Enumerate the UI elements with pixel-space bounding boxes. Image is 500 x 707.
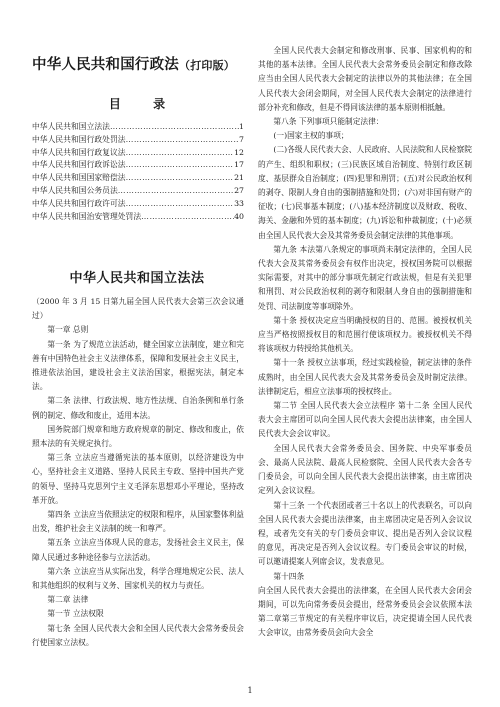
toc-entry-page: 33 (234, 198, 244, 208)
body-paragraph: 第六条 立法应当从实际出发，科学合理地规定公民、法人和其他组织的权利与义务、国家机关的权力与责任。 (32, 566, 244, 591)
toc-entry-title: 中华人民共和国国家赔偿法 (32, 173, 126, 183)
toc-heading: 目 录 (108, 97, 180, 111)
toc-entry-page: 12 (234, 147, 244, 157)
toc-entry[interactable] (32, 211, 244, 224)
body-paragraph: 第一节 立法权限 (47, 609, 104, 619)
toc-entry-page: 7 (239, 134, 244, 144)
document-title (32, 53, 242, 74)
body-paragraph: 第一条 为了规范立法活动，健全国家立法制度，建立和完善有中国特色社会主义法律体系，保障和发展社会主义民主，推进依法治国，建设社会主义法治国家，根据宪法，制定本法。 (32, 339, 244, 392)
toc-entry-page: 40 (234, 211, 244, 221)
toc-entry-page: 17 (234, 160, 244, 170)
toc-entry[interactable] (32, 134, 244, 147)
toc-leader-dots (126, 147, 235, 160)
toc-entry[interactable] (32, 159, 244, 172)
body-paragraph: 第二章 法律 (47, 595, 89, 605)
body-paragraph: 第三条 立法应当遵循宪法的基本原则，以经济建设为中心，坚持社会主义道路、坚持人民民主专政、坚持中国共产党的领导、坚持马克思列宁主义毛泽东思想邓小平理论，坚持改革开放。 (32, 453, 244, 505)
body-paragraph: 向全国人民代表大会提出的法律案，在全国人民代表大会闭会期间，可以先向常务委员会提出，经常务委员会会议依照本法第二章第三节规定的有关程序审议后，决定提请全国人民代表大会审议，由常务委员会向大会全 (258, 585, 472, 638)
body-paragraph: 第二条 法律、行政法规、地方性法规、自治条例和单行条例的制定、修改和废止，适用本法。 (32, 396, 244, 420)
toc-entry-title: 中华人民共和国立法法 (32, 122, 110, 131)
body-paragraph: 第十一条 授权立法事项，经过实践检验，制定法律的条件成熟时，由全国人民代表大会及其常务委员会及时制定法律。法律制定后，相应立法事项的授权终止。 (258, 358, 472, 396)
body-paragraph: 全国人民代表大会制定和修改刑事、民事、国家机构的和其他的基本法律。全国人民代表大会常务委员会制定和修改除应当由全国人民代表大会制定的法律以外的其他法律；在全国人民代表大会闭会期间，对全国人民代表大会制定的法律进行部分补充和修改，但是不得同该法律的基本原则相抵触。 (258, 46, 472, 112)
toc-entry-title: 中华人民共和国治安管理处罚法 (32, 211, 142, 221)
toc-leader-dots (126, 172, 235, 185)
section-title: 中华人民共和国立法法 (69, 271, 205, 286)
toc-entry[interactable] (32, 198, 244, 211)
toc-leader-dots (118, 185, 234, 198)
body-paragraph: 第十四条 (273, 571, 305, 581)
toc-leader-dots (110, 121, 239, 134)
right-column-body (258, 44, 472, 641)
page-number: 1 (247, 686, 253, 695)
toc-entry-title: 中华人民共和国行政许可法 (32, 198, 126, 208)
toc-leader-dots (126, 198, 235, 211)
left-column-body (32, 295, 244, 650)
body-paragraph: 第五条 立法应当体现人民的意志，发扬社会主义民主，保障人民通过多种途径参与立法活动。 (32, 538, 244, 562)
toc-leader-dots (141, 211, 234, 224)
body-paragraph: 国务院部门规章和地方政府规章的制定、修改和废止，依照本法的有关规定执行。 (32, 424, 244, 449)
body-paragraph: 第四条 立法应当依照法定的权限和程序，从国家整体利益出发，维护社会主义法制的统一和尊严。 (32, 510, 244, 534)
body-paragraph: 第一章 总则 (47, 325, 89, 335)
body-paragraph: 第七条 全国人民代表大会和全国人民代表大会常务委员会行使国家立法权。 (32, 623, 244, 647)
toc-entry-title: 中华人民共和国行政诉讼法 (32, 160, 126, 170)
body-paragraph: 第二节 全国人民代表大会立法程序 第十二条 全国人民代表大会主席团可以向全国人民代表大会提出法律案，由全国人民代表大会会议审议。 (258, 401, 472, 439)
body-paragraph: 第十条 授权决定应当明确授权的目的、范围。被授权机关应当严格按照授权目的和范围行使该项权力。被授权机关不得将该项权力转授给其他机关。 (258, 315, 472, 354)
toc-entry-title: 中华人民共和国行政处罚法 (32, 134, 126, 144)
toc-entry[interactable] (32, 147, 244, 160)
table-of-contents (32, 121, 244, 223)
document-title-text: 中华人民共和国行政法 (32, 57, 179, 73)
body-paragraph: (一)国家主权的事项； (273, 131, 349, 141)
toc-leader-dots (126, 134, 239, 147)
toc-entry-title: 中华人民共和国行政复议法 (32, 147, 126, 157)
body-paragraph: 第十三条 一个代表团或者三十名以上的代表联名，可以向全国人民代表大会提出法律案，由主席团决定是否列入会议议程，或者先交有关的专门委员会审议、提出是否列入会议议程的意见，再决定是否列入会议议程。专门委员会审议的时候，可以邀请提案人列席会议，发表意见。 (258, 500, 472, 567)
toc-entry[interactable] (32, 172, 244, 185)
body-paragraph: 全国人民代表大会常务委员会、国务院、中央军事委员会、最高人民法院、最高人民检察院、全国人民代表大会各专门委员会，可以向全国人民代表大会提出法律案，由主席团决定列入会议议程。 (258, 443, 472, 496)
body-paragraph: (二)各级人民代表大会、人民政府、人民法院和人民检察院的产生、组织和职权；(三)民族区域自治制度、特别行政区制度、基层群众自治制度；(四)犯罪和刑罚；(五)对公民政治权利的剥夺、限制人身自由的强制措施和处罚；(六)对非国有财产的征收；(七)民事基本制度；(八)基本经济制度以及财政、税收、海关、金融和外贸的基本制度；(九)诉讼和仲裁制度；(十)必须由全国人民代表大会及其常务委员会制定法律的其他事项。 (258, 145, 472, 240)
document-title-suffix: （打印版） (179, 59, 235, 72)
toc-leader-dots (126, 159, 235, 172)
toc-entry[interactable] (32, 121, 244, 134)
body-paragraph: （2000 年 3 月 15 日第九届全国人民代表大会第三次会议通过） (32, 297, 244, 321)
toc-entry-page: 27 (234, 185, 244, 195)
toc-entry-page: 21 (234, 173, 244, 183)
toc-entry[interactable] (32, 185, 244, 198)
toc-entry-page: 1 (239, 122, 244, 131)
body-paragraph: 第八条 下列事项只能制定法律： (273, 117, 384, 127)
body-paragraph: 第九条 本法第八条规定的事项尚未制定法律的，全国人民代表大会及其常务委员会有权作出决定，授权国务院可以根据实际需要，对其中的部分事项先制定行政法规，但是有关犯罪和刑罚、对公民政治权利的剥夺和限制人身自由的强制措施和处罚、司法制度等事项除外。 (258, 244, 472, 311)
toc-entry-title: 中华人民共和国公务员法 (32, 185, 118, 195)
